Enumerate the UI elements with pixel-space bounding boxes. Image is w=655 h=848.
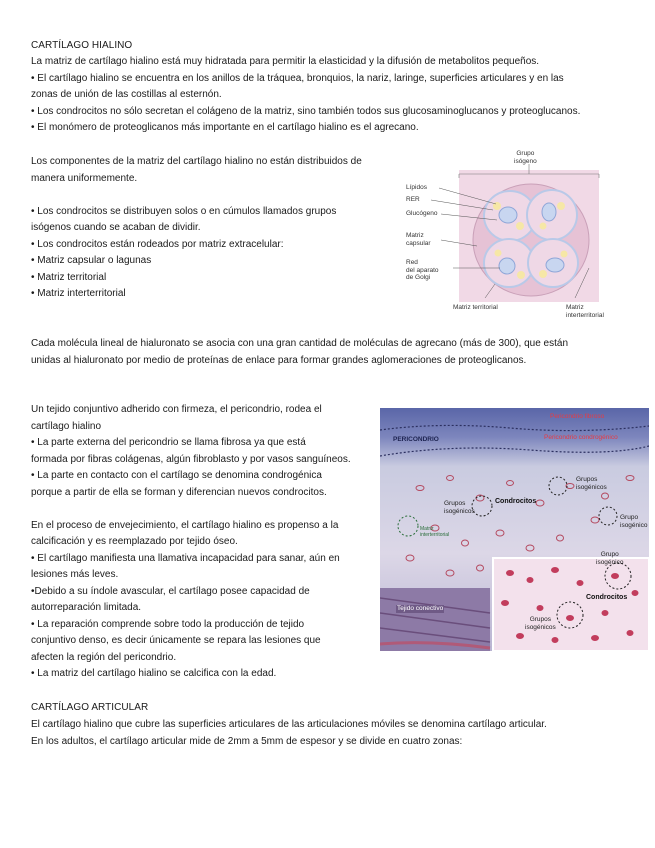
section2-body bbox=[31, 154, 362, 303]
label-inset-condrocitos: Condrocitos bbox=[586, 594, 628, 601]
isogenous-group-diagram bbox=[403, 148, 648, 328]
paragraph-line: • Matriz territorial bbox=[31, 271, 107, 283]
label-matriz-territorial: Matriz territorial bbox=[453, 304, 498, 311]
label-tejido-conectivo: Tejido conectivo bbox=[397, 605, 444, 612]
label-rer: RER bbox=[406, 196, 420, 203]
paragraph-line: porque a partir de ella se forman y diferencian nuevos condrocitos. bbox=[31, 486, 327, 498]
paragraph-line: La matriz de cartílago hialino está muy hidratada para permitir la elasticidad y la difusión de metabolitos pequeños. bbox=[31, 56, 540, 67]
paragraph-line: conjuntivo denso, es decir únicamente se repara las lesiones que bbox=[31, 635, 321, 646]
paragraph-line: calcificación y es reemplazado por tejido óseo. bbox=[31, 536, 238, 547]
paragraph-line: formada por fibras colágenas, algún fibroblasto y por vasos sanguíneos. bbox=[31, 453, 351, 465]
section-title-articular: CARTÍLAGO ARTICULAR bbox=[31, 702, 149, 713]
paragraph-line: En el proceso de envejecimiento, el cartílago hialino es propenso a la bbox=[31, 519, 339, 531]
section3-body bbox=[31, 336, 568, 369]
paragraph-line bbox=[31, 187, 362, 204]
isogenous-group-illustration bbox=[403, 148, 648, 328]
paragraph-line: • La parte externa del pericondrio se llama fibrosa ya que está bbox=[31, 437, 306, 448]
paragraph-line: Cada molécula lineal de hialuronato se asocia con una gran cantidad de moléculas de agrecano (más de 300), que están bbox=[31, 338, 569, 349]
label-inset-grupo-isogeno: Grupo isogénico bbox=[596, 551, 624, 566]
label-matriz-capsular: Matriz capsular bbox=[406, 232, 431, 247]
paragraph-line: • Los condrocitos están rodeados por matriz extracelular: bbox=[31, 238, 284, 250]
section4-body bbox=[31, 402, 351, 683]
label-grupo-isogeno-3: Grupo isogénico bbox=[620, 514, 648, 529]
paragraph-line: • El cartílago manifiesta una llamativa incapacidad para sanar, aún en bbox=[31, 552, 340, 564]
section5-body bbox=[31, 717, 547, 750]
label-grupo-isogeno: Grupo isógeno bbox=[514, 150, 537, 165]
label-glucogeno: Glucógeno bbox=[406, 210, 438, 217]
label-grupos-isogenos-1: Grupos isogénicos bbox=[444, 500, 475, 515]
paragraph-line: • Matriz capsular o lagunas bbox=[31, 255, 152, 266]
label-pericondrio-condrogenico: Pericondrio condrogénico bbox=[544, 434, 618, 441]
paragraph-line: zonas de unión de las costillas al esternón. bbox=[31, 89, 222, 100]
paragraph-line: En los adultos, el cartílago articular mide de 2mm a 5mm de espesor y se divide en cuatro zonas: bbox=[31, 735, 463, 747]
label-matriz-interterritorial: Matriz interterritorial bbox=[420, 526, 450, 538]
label-matriz-interterritorial: Matriz interterritorial bbox=[566, 304, 604, 319]
label-pericondrio-fibroso: Pericondrio fibroso bbox=[550, 413, 605, 420]
paragraph-line: unidas al hialuronato por medio de proteínas de enlace para formar grandes aglomeraciones de proteoglicanos. bbox=[31, 354, 527, 366]
paragraph-line: • Los condrocitos no sólo secretan el colágeno de la matriz, sino también todos sus glucosaminoglucanos y proteoglucanos. bbox=[31, 105, 581, 117]
paragraph-line: afecten la región del pericondrio. bbox=[31, 651, 177, 663]
paragraph-line: autorreparación limitada. bbox=[31, 602, 142, 613]
paragraph-line: • La matriz del cartílago hialino se calcifica con la edad. bbox=[31, 668, 277, 679]
paragraph-line: • La reparación comprende sobre todo la producción de tejido bbox=[31, 618, 305, 630]
paragraph-line: • Los condrocitos se distribuyen solos o en cúmulos llamados grupos bbox=[31, 205, 337, 217]
section-title-hialino: CARTÍLAGO HIALINO bbox=[31, 40, 133, 51]
label-red-golgi: Red del aparato de Golgi bbox=[406, 259, 439, 281]
paragraph-line: isógenos cuando se acaban de dividir. bbox=[31, 222, 201, 233]
paragraph-line bbox=[31, 501, 351, 518]
label-pericondrio: PERICONDRIO bbox=[393, 436, 439, 443]
paragraph-line: El cartílago hialino que cubre las superficies articulares de las articulaciones móviles se denomina cartílago articular. bbox=[31, 719, 547, 730]
paragraph-line: • Matriz interterritorial bbox=[31, 288, 126, 299]
paragraph-line: manera uniformemente. bbox=[31, 172, 138, 184]
paragraph-line: cartílago hialino bbox=[31, 420, 102, 432]
paragraph-line: lesiones más leves. bbox=[31, 569, 119, 580]
label-grupos-isogenos-2: Grupos isogénicos bbox=[576, 476, 607, 491]
label-condrocitos-1: Condrocitos bbox=[495, 498, 537, 505]
paragraph-line: •Debido a su índole avascular, el cartílago posee capacidad de bbox=[31, 585, 310, 597]
label-lipidos: Lípidos bbox=[406, 184, 427, 191]
hyaline-cartilage-micrograph bbox=[380, 408, 649, 651]
paragraph-line: Los componentes de la matriz del cartílago hialino no están distribuidos de bbox=[31, 156, 362, 167]
section1-body bbox=[31, 54, 580, 137]
label-inset-grupos-isogenos: Grupos isogénicos bbox=[525, 616, 556, 631]
paragraph-line: • El monómero de proteoglicanos más importante en el cartílago hialino es el agrecano. bbox=[31, 122, 419, 133]
paragraph-line: • El cartílago hialino se encuentra en los anillos de la tráquea, bronquios, la nariz, laringe, superficies articulares y en las bbox=[31, 72, 564, 84]
paragraph-line: Un tejido conjuntivo adherido con firmeza, el pericondrio, rodea el bbox=[31, 404, 322, 415]
paragraph-line: • La parte en contacto con el cartílago se denomina condrogénica bbox=[31, 470, 322, 481]
